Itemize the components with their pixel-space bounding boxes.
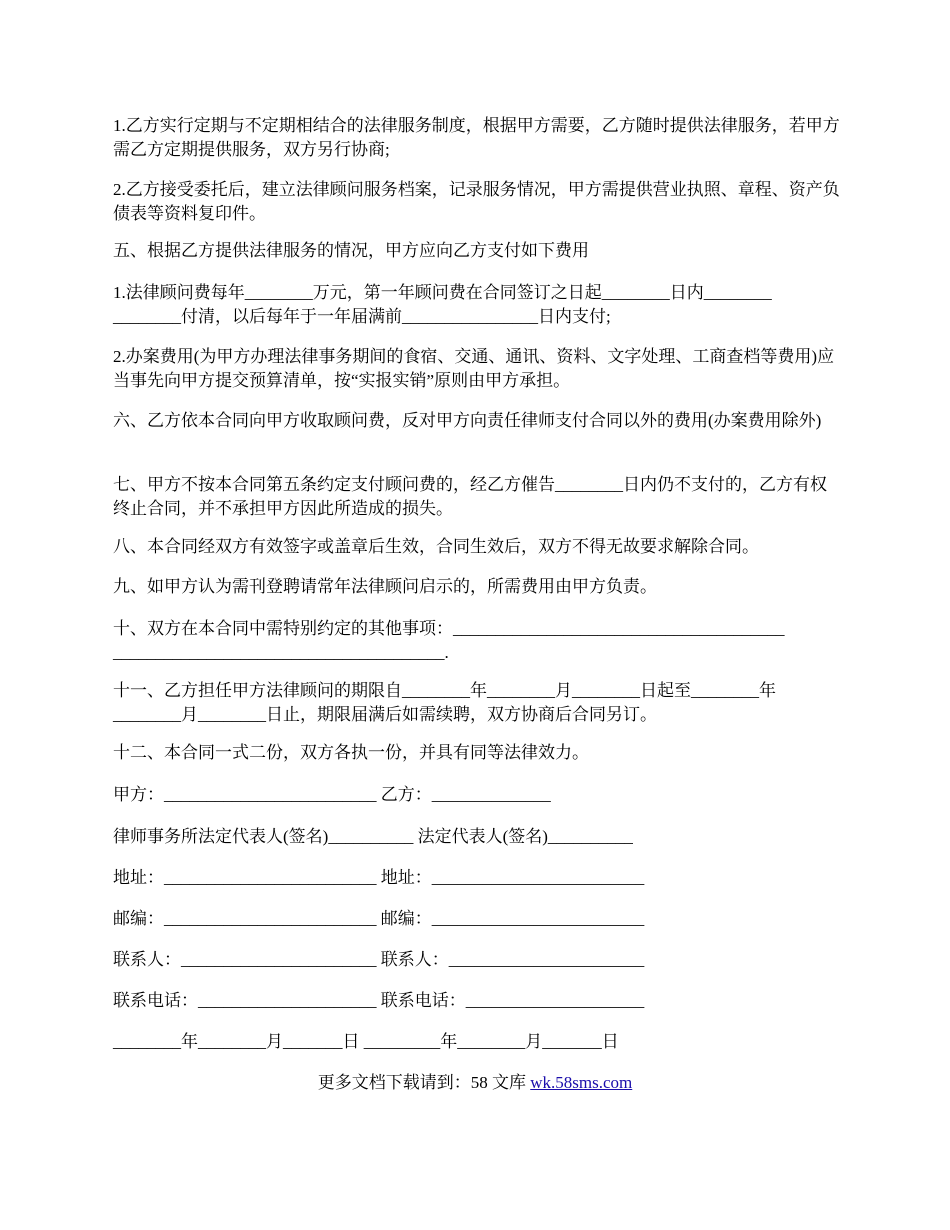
section-six: 六、乙方依本合同向甲方收取顾问费，反对甲方向责任律师支付合同以外的费用(办案费用除外) — [113, 411, 822, 430]
signature-party-line: 甲方：_________________________ 乙方：______________ — [113, 785, 551, 804]
section-eleven: 十一、乙方担任甲方法律顾问的期限自________年________月________日起至________年 ________月________日止，期限届满后如需续聘，双方协商后合同另订。 — [113, 681, 776, 724]
signature-phone-line: 联系电话：_____________________ 联系电话：_____________________ — [113, 991, 645, 1010]
section-eight: 八、本合同经双方有效签字或盖章后生效，合同生效后，双方不得无故要求解除合同。 — [113, 537, 759, 556]
signature-postcode-line: 邮编：_________________________ 邮编：_________________________ — [113, 909, 645, 928]
clause-case-expenses: 2.办案费用(为甲方办理法律事务期间的食宿、交通、通讯、资料、文字处理、工商查档等费用)应当事先向甲方提交预算清单，按“实报实销”原则由甲方承担。 — [113, 347, 835, 390]
clause-service-archive: 2.乙方接受委托后，建立法律顾问服务档案，记录服务情况，甲方需提供营业执照、章程、资产负债表等资料复印件。 — [113, 180, 840, 223]
footer-text: 更多文档下载请到：58 文库 — [317, 1073, 531, 1092]
clause-service-system: 1.乙方实行定期与不定期相结合的法律服务制度，根据甲方需要，乙方随时提供法律服务，若甲方需乙方定期提供服务，双方另行协商; — [113, 116, 840, 159]
signature-contact-line: 联系人：_______________________ 联系人：_______________________ — [113, 950, 645, 969]
clause-advisory-fee: 1.法律顾问费每年________万元，第一年顾问费在合同签订之日起________日内________ ________付清，以后每年于一年届满前________________日内支付; — [113, 283, 772, 326]
signature-representative-line: 律师事务所法定代表人(签名)__________ 法定代表人(签名)__________ — [113, 827, 633, 846]
signature-date-line: ________年________月_______日 _________年________月_______日 — [113, 1032, 619, 1051]
footer-link[interactable]: wk.58sms.com — [530, 1073, 633, 1092]
section-nine: 九、如甲方认为需刊登聘请常年法律顾问启示的，所需费用由甲方负责。 — [113, 577, 657, 596]
signature-address-line: 地址：_________________________ 地址：_________________________ — [113, 868, 645, 887]
section-five-heading: 五、根据乙方提供法律服务的情况，甲方应向乙方支付如下费用 — [113, 241, 589, 260]
section-seven: 七、甲方不按本合同第五条约定支付顾问费的，经乙方催告________日内仍不支付的，乙方有权终止合同，并不承担甲方因此所造成的损失。 — [113, 475, 827, 518]
section-twelve: 十二、本合同一式二份，双方各执一份，并具有同等法律效力。 — [113, 743, 589, 762]
download-footer — [0, 1071, 950, 1095]
section-ten: 十、双方在本合同中需特别约定的其他事项：_______________________________________ _______________________________________. — [113, 619, 785, 662]
